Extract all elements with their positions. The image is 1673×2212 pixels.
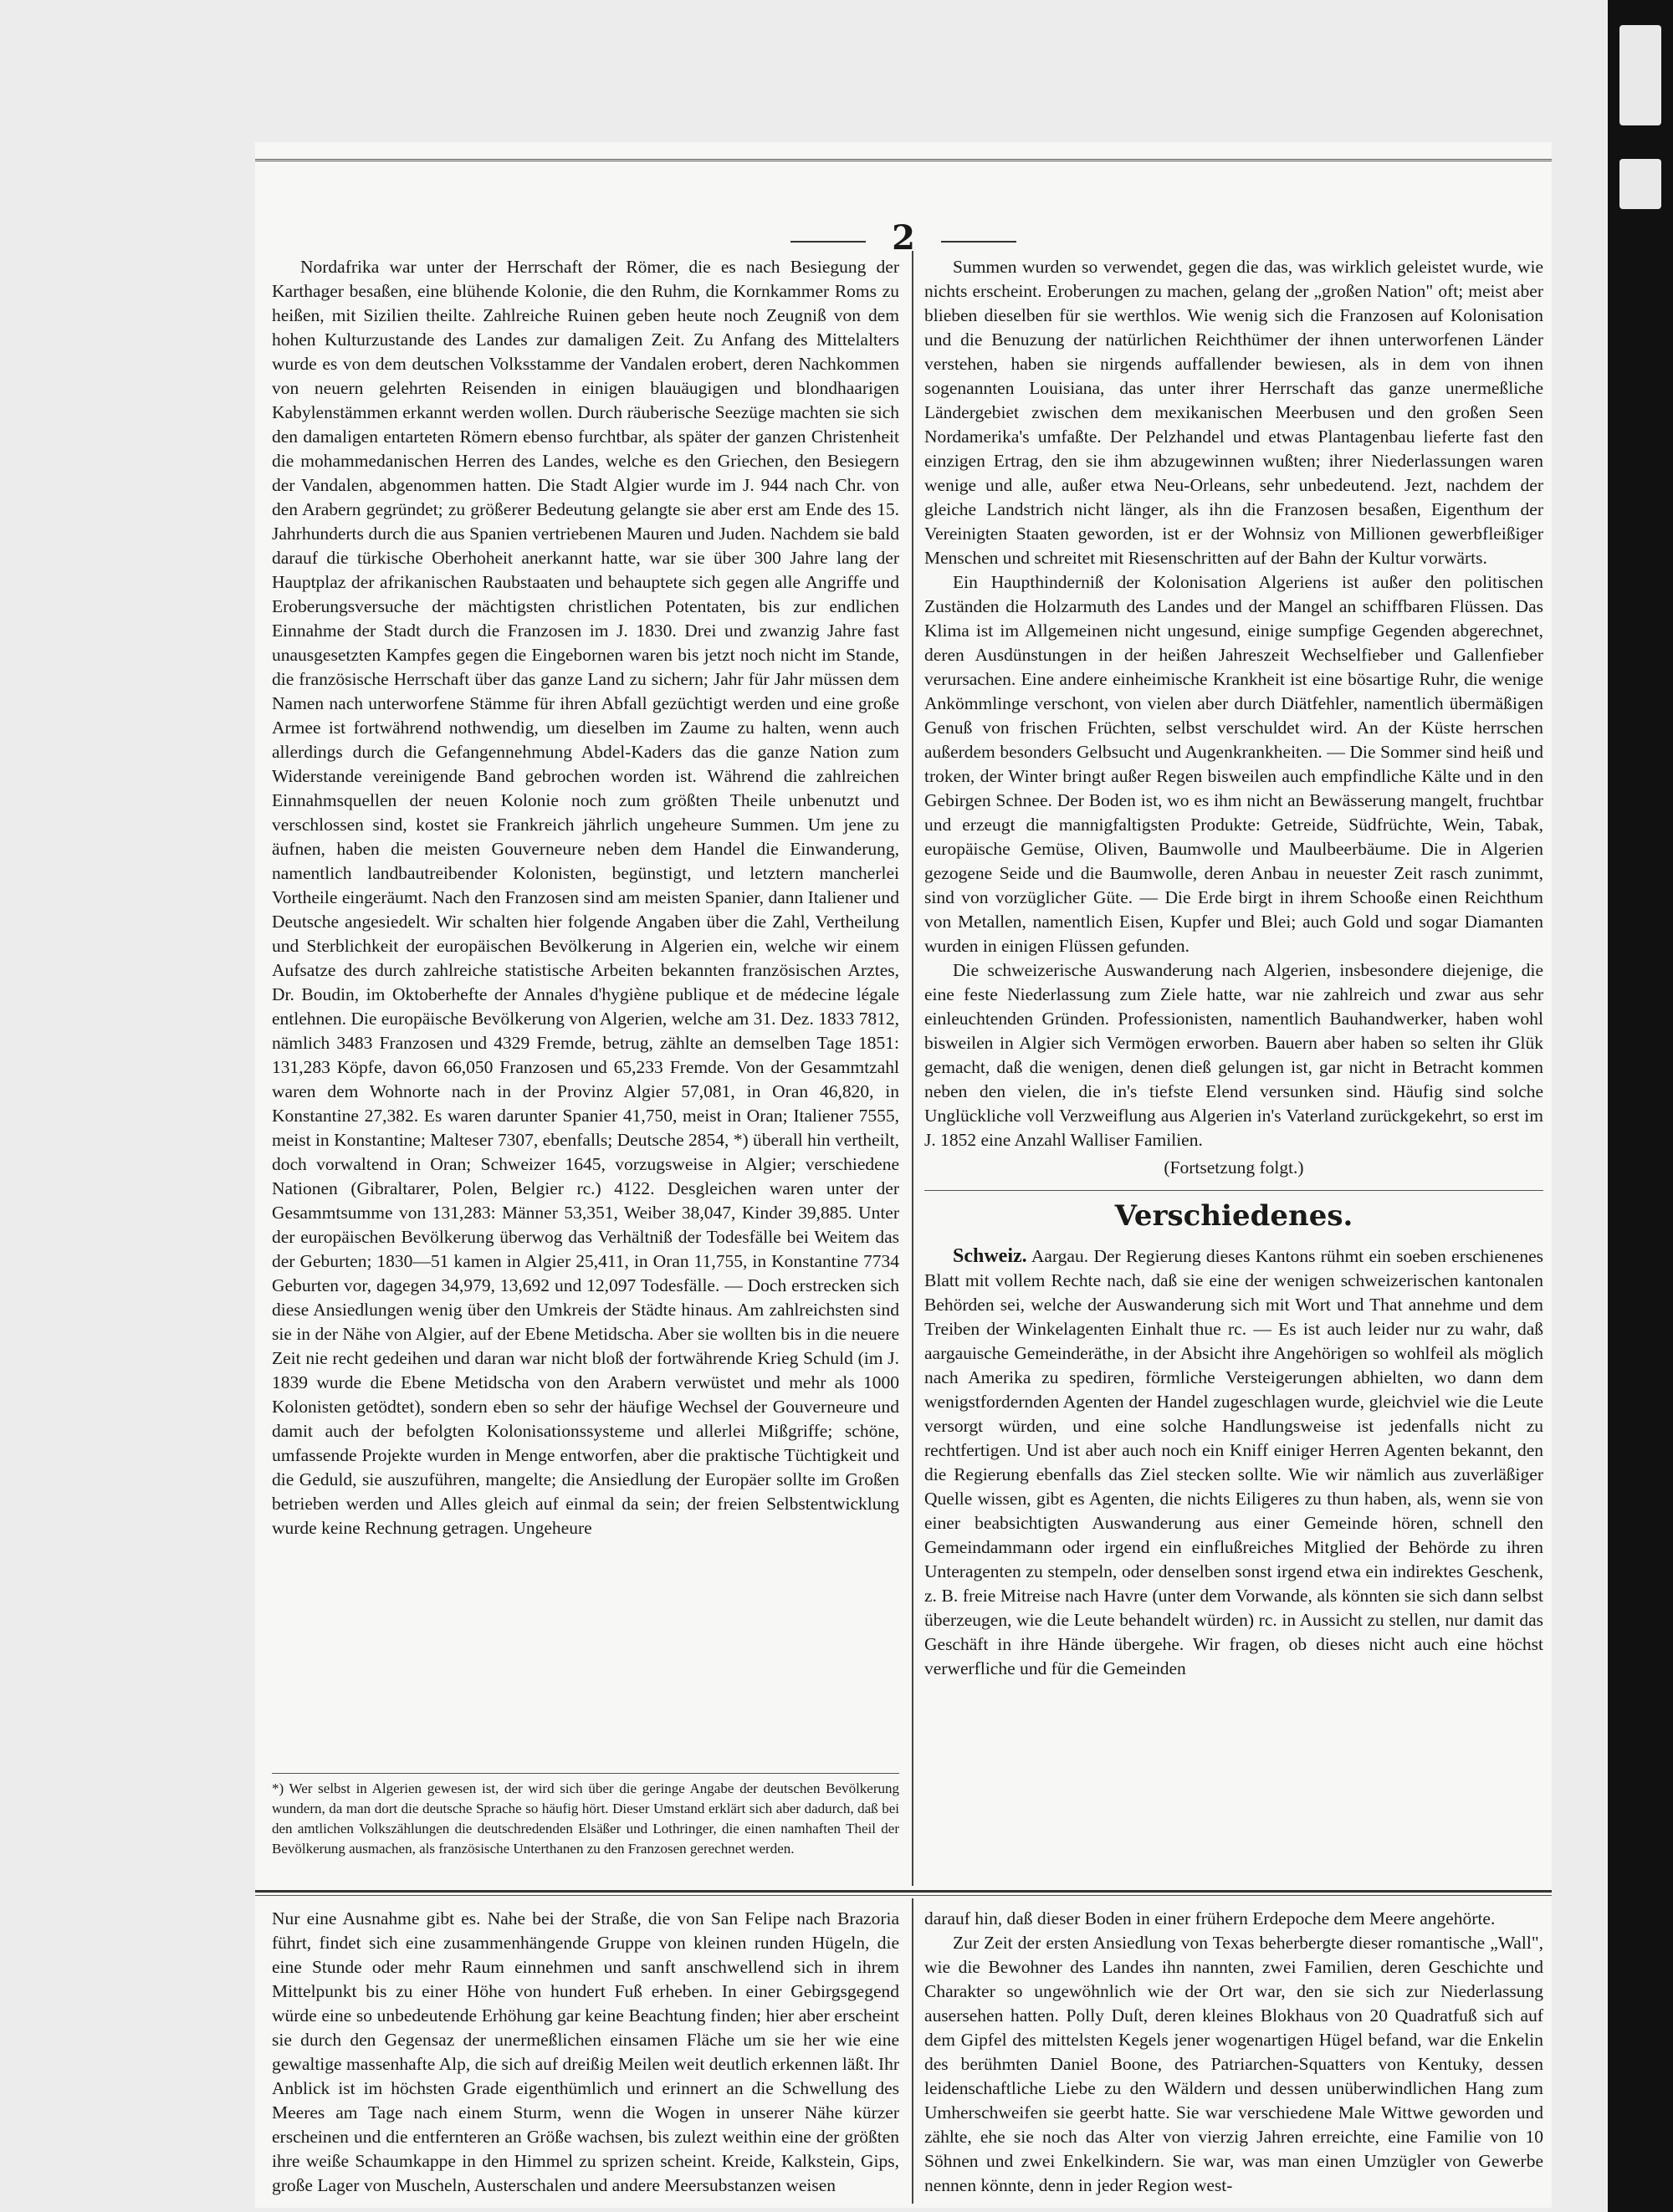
footnote: *) Wer selbst in Algerien gewesen ist, der wird sich über die geringe Angabe der deutschen Bevölkerung wundern, da man dort die deutsche Sprache so häufig hört. Dieser Umstand erklärt sich aber dadurch, daß bei den amtlichen Volkszählungen die deutschredenden Elsäßer und Lothringer, die einen namhaften Theil der Bevölkerung ausmachen, als französische Unterthanen zu den Franzosen gerechnet werden. [272,1773,899,1904]
feuilleton-column-left [272,1907,899,2204]
feuilleton-separator-thin [255,1895,1552,1896]
article-paragraph: Summen wurden so verwendet, gegen die das, was wirklich geleistet wurde, wie nichts erscheint. Eroberungen zu machen, gelang der „großen Nation" oft; meist aber blieben dieselben für sie werthlos. Wie wenig sich die Franzosen auf Kolonisation und die Benuzung der natürlichen Reichthümer der ihnen unterworfenen Länder verstehen, haben sie nirgends auffallender bewiesen, als in dem von ihnen sogenannten Louisiana, das unter ihrer Herrschaft das ganze unermeßliche Ländergebiet zwischen dem mexikanischen Meerbusen und den großen Seen Nordamerika's umfaßte. Der Pelzhandel und etwas Plantagenbau lieferte fast den einzigen Ertrag, den sie ihm abzugewinnen wußten; ihrer Niederlassungen waren wenige und alle, außer etwa Neu-Orleans, sehr unbedeutend. Jezt, nachdem der gleiche Landstrich nicht länger, als ihn die Franzosen besaßen, Eigenthum der Vereinigten Staaten geworden, ist er der Wohnsiz von Millionen gewerbfleißiger Menschen und schreitet mit Riesenschritten auf der Bahn der Kultur vorwärts. [924,257,1543,568]
top-rule [255,159,1552,161]
article-paragraph: Nordafrika war unter der Herrschaft der Römer, die es nach Besiegung der Karthager besaßen, eine blühende Kolonie, die den Ruhm, die Kornkammer Roms zu heißen, mit Sizilien theilte. Zahlreiche Ruinen geben heute noch Zeugniß von dem hohen Kulturzustande des Landes zur damaligen Zeit. Zu Anfang des Mittelalters wurde es von dem deutschen Volksstamme der Vandalen erobert, deren Nachkommen von neuern gelehrten Reisenden in einigen blauäugigen und blondhaarigen Kabylenstämmen erkannt werden wollen. Durch räuberische Seezüge machten sie sich den damaligen entarteten Römern ebenso furchtbar, als später der ganzen Christenheit die mohammedanischen Herren des Landes, welche es den Griechen, den Besiegern der Vandalen, abgenommen hatten. Die Stadt Algier wurde im J. 944 nach Chr. von den Arabern gegründet; zu größerer Bedeutung gelangte sie aber erst am Ende des 15. Jahrhunderts durch die aus Spanien vertriebenen Mauren und Juden. Nachdem sie bald darauf die türkische Oberhoheit anerkannt hatte, war sie über 300 Jahre lang der Hauptplaz der afrikanischen Raubstaaten und behauptete sich gegen alle Angriffe und Eroberungsversuche der mächtigsten christlichen Potentaten, bis zur endlichen Einnahme der Stadt durch die Franzosen im J. 1830. Drei und zwanzig Jahre fast unausgesetzten Kampfes gegen die Eingebornen waren bis jetzt noch nicht im Stande, die französische Herrschaft über das ganze Land zu sichern; Jahr für Jahr müssen dem Namen nach unterworfene Stämme für ihren Abfall gezüchtigt werden und eine große Armee ist fortwährend nothwendig, um dieselben im Zaume zu halten, wenn auch allerdings durch die Gefangennehmung Abdel-Kaders das die ganze Nation zum Widerstande vereinigende Band gebrochen worden ist. Während die zahlreichen Einnahmsquellen der neuen Kolonie noch zum größten Theile unbenutzt und verschlossen sind, kostet sie Frankreich jährlich ungeheure Summen. Um jene zu äufnen, haben die meisten Gouverneure neben dem Handel die Einwanderung, namentlich landbautreibender Kolonisten, begünstigt, und letztern mancherlei Vortheile eingeräumt. Nach den Franzosen sind am meisten Spanier, dann Italiener und Deutsche angesiedelt. Wir schalten hier folgende Angaben über die Zahl, Vertheilung und Sterblichkeit der europäischen Bevölkerung in Algerien ein, welche wir einem Aufsatze des durch zahlreiche statistische Arbeiten bekannten französischen Arztes, Dr. Boudin, im Oktoberhefte der Annales d'hygiène publique et de médecine légale entlehnen. Die europäische Bevölkerung von Algerien, welche am 31. Dez. 1833 7812, nämlich 3483 Franzosen und 4329 Fremde, betrug, zählte an demselben Tage 1851: 131,283 Köpfe, davon 66,050 Franzosen und 65,233 Fremde. Von der Gesammtzahl waren dem Wohnorte nach in der Provinz Algier 57,081, in Oran 46,820, in Konstantine 27,382. Es waren darunter Spanier 41,750, meist in Oran; Italiener 7555, meist in Konstantine; Malteser 7307, ebenfalls; Deutsche 2854, *) überall hin vertheilt, doch vorwaltend in Oran; Schweizer 1645, vorzugsweise in Algier; verschiedene Nationen (Gibraltarer, Polen, Belgier rc.) 4122. Desgleichen waren unter der Gesammtsumme von 131,283: Männer 53,351, Weiber 38,047, Kinder 39,885. Unter der europäischen Bevölkerung überwog das Verhältniß der Todesfälle bei Weitem das der Geburten; 1830—51 kamen in Algier 25,411, in Oran 11,755, in Konstantine 7734 Geburten vor, dagegen 34,979, 13,692 und 12,097 Todesfälle. — Doch erstrecken sich diese Ansiedlungen wenig über den Umkreis der Städte hinaus. Am zahlreichsten sind sie in der Nähe von Algier, auf der Ebene Metidscha. Aber sie wollten bis in die neuere Zeit nie recht gedeihen und daran war nicht bloß der fortwährende Krieg Schuld (im J. 1839 wurde die Ebene Metidscha von den Arabern verwüstet und mehr als 1000 Kolonisten getödtet), sondern eben so sehr der häufige Wechsel der Gouverneure und damit auch der befolgten Kolonisationssysteme und allerlei Mißgriffe; schöne, umfassende Projekte wurden in Menge entworfen, aber die praktische Tüchtigkeit und die Geduld, sie auszuführen, mangelte; die Ansiedlung der Europäer sollte im Großen betrieben werden und Alles gleich auf einmal da sein; der freien Selbstentwicklung wurde keine Rechnung getragen. Ungeheure [272,257,899,1538]
scan-notch [1619,159,1661,209]
page-number: 2 [892,218,915,258]
column-divider [912,251,913,1886]
section-heading: Verschiedenes. [924,1190,1543,1241]
scan-border [1608,0,1673,2212]
article-column-right [924,255,1543,1884]
news-place: Aargau. [1031,1246,1089,1266]
news-paragraph [924,1244,1543,1681]
feuilleton-column-right [924,1907,1543,2204]
article-paragraph: Ein Haupthinderniß der Kolonisation Algeriens ist außer den politischen Zuständen die Holzarmuth des Landes und der Mangel an schiffbaren Flüssen. Das Klima ist im Allgemeinen nicht ungesund, einige sumpfige Gegenden abgerechnet, deren Ausdünstungen in der heißen Jahreszeit Wechselfieber und Gallenfieber verursachen. Eine andere einheimische Krankheit ist eine bösartige Ruhr, die wenige Ankömmlinge verschont, von vielen aber durch Diätfehler, namentlich übermäßigen Genuß von frischen Früchten, selbst verschuldet wird. An der Küste herrschen außerdem besonders Gelbsucht und Augenkrankheiten. — Die Sommer sind heiß und troken, der Winter bringt außer Regen bisweilen auch empfindliche Kälte und in den Gebirgen Schnee. Der Boden ist, wo es ihm nicht an Bewässerung mangelt, fruchtbar und erzeugt die mannigfaltigsten Produkte: Getreide, Südfrüchte, Wein, Tabak, europäische Gemüse, Oliven, Baumwolle und Maulbeerbäume. Die in Algerien gezogene Seide und die Baumwolle, deren Anbau in neuester Zeit rasch zunimmt, sind von vorzüglicher Güte. — Die Erde birgt in ihrem Schooße einen Reichthum von Metallen, namentlich Eisen, Kupfer und Blei; auch Gold und sogar Diamanten wurden in einigen Flüssen gefunden. [924,572,1543,956]
feuilleton-paragraph: Nur eine Ausnahme gibt es. Nahe bei der Straße, die von San Felipe nach Brazoria führt, findet sich eine zusammenhängende Gruppe von kleinen runden Hügeln, die eine Stunde oder mehr Raum einnehmen und sanft anschwellend sich in ihrem Mittelpunkt bis zu einer Höhe von hundert Fuß erheben. In einer Gebirgsgegend würde eine so unbedeutende Erhöhung gar keine Beachtung finden; hier aber erscheint sie durch den Gegensaz der unermeßlichen einsamen Fläche um sie her wie eine gewaltige massenhafte Alp, die sich auf dreißig Meilen weit deutlich erkennen läßt. Ihr Anblick ist im höchsten Grade eigenthümlich und erinnert an die Schwellung des Meeres am Tage nach einem Sturm, wenn die Wogen in unserer Nähe kürzer erscheinen und die entfernteren an Größe wachsen, bis zulezt weithin eine der größten ihre weiße Schaumkappe in den Himmel zu sprizen scheint. Kreide, Kalkstein, Gips, große Lager von Muscheln, Austerschalen und andere Meersubstanzen weisen [272,1908,899,2195]
feuilleton-paragraph: Zur Zeit der ersten Ansiedlung von Texas beherbergte dieser romantische „Wall", wie die Bewohner des Landes ihn nannten, zwei Familien, deren Geschichte und Charakter so ungewöhnlich wie der Ort war, den sie sich zur Niederlassung ausersehen hatten. Polly Duſt, deren kleines Blokhaus von 20 Quadratfuß sich auf dem Gipfel des mittelsten Kegels jener wogenartigen Hügel befand, war die Enkelin des berühmten Daniel Boone, des Patriarchen-Squatters von Kentuky, dessen leidenschaftliche Liebe zu den Wäldern und dessen unüberwindlichen Hang zum Umherschweifen sie geerbt hatte. Sie war verschiedene Male Wittwe geworden und zählte, ehe sie noch das Alter von vierzig Jahren erreichte, eine Familie von 10 Söhnen und zwei Enkelkindern. Sie war, was man einen Umzügler von Gewerbe nennen könnte, denn in jeder Region west- [924,1933,1543,2195]
article-column-left [272,255,899,1760]
feuilleton-column-divider [912,1898,913,2204]
page-number-rule-left [790,241,866,243]
feuilleton-paragraph: darauf hin, daß dieser Boden in einer frühern Erdepoche dem Meere angehörte. [924,1908,1496,1928]
news-lead: Schweiz. [953,1245,1027,1267]
continued-note: (Fortsetzung folgt.) [1164,1157,1304,1178]
news-text: Der Regierung dieses Kantons rühmt ein soeben erschienenes Blatt mit vollem Rechte nach, daß sie eine der wenigen schweizerischen kantonalen Behörden sei, welche der Auswanderung sich mit Wort und That annehme und dem Treiben der Winkelagenten Einhalt thue rc. — Es ist auch leider nur zu wahr, daß aargauische Gemeinderäthe, in der Absicht ihre Angehörigen so wohlfeil als möglich nach Amerika zu spediren, förmliche Versteigerungen abhielten, wo dann dem wenigstfordernden Agenten der Handel zugeschlagen wurde, gleichviel wie die Leute versorgt würden, und eine solche Handlungsweise ist jedenfalls nicht zu rechtfertigen. Und ist aber auch noch ein Kniff einiger Herren Agenten bekannt, den die Regierung ebenfalls das Ziel stecken sollte. Wie wir nämlich aus zuverläßiger Quelle wissen, gibt es Agenten, die nichts Eiligeres zu thun haben, als, wenn sie von einer beabsichtigten Auswanderung aus einer Gemeinde hören, schnell den Gemeindammann oder irgend ein einflußreiches Mitglied der Behörde zu ihren Unteragenten zu stempeln, oder denselben sonst irgend etwa ein indirektes Geschenk, z. B. freie Mitreise nach Havre (unter dem Vorwande, als könnten sie sich dann selbst überzeugen, wie die Leute behandelt würden) rc. in Aussicht zu stellen, nur damit das Geschäft in ihre Hände übergehe. Wir fragen, ob dieses nicht auch eine höchst verwerfliche und für die Gemeinden [924,1246,1543,1678]
article-paragraph: Die schweizerische Auswanderung nach Algerien, insbesondere diejenige, die eine feste Niederlassung zum Ziele hatte, war nie zahlreich und zwar aus sehr einleuchtenden Gründen. Professionisten, namentlich Bauhandwerker, haben wohl bisweilen in Algier sich Vermögen erworben. Bauern aber haben so selten ihr Glük gemacht, daß die wenigen, denen dieß gelungen ist, gar nicht in Betracht kommen neben den vielen, die in's tiefste Elend versunken sind. Häufig sind solche Unglückliche voll Verzweiflung aus Algerien in's Vaterland zurückgekehrt, so erst im J. 1852 eine Anzahl Walliser Familien. [924,960,1543,1150]
scan-notch [1619,25,1661,125]
page-number-rule-right [941,241,1016,243]
feuilleton-separator [255,1890,1552,1893]
newspaper-page [255,142,1552,2208]
